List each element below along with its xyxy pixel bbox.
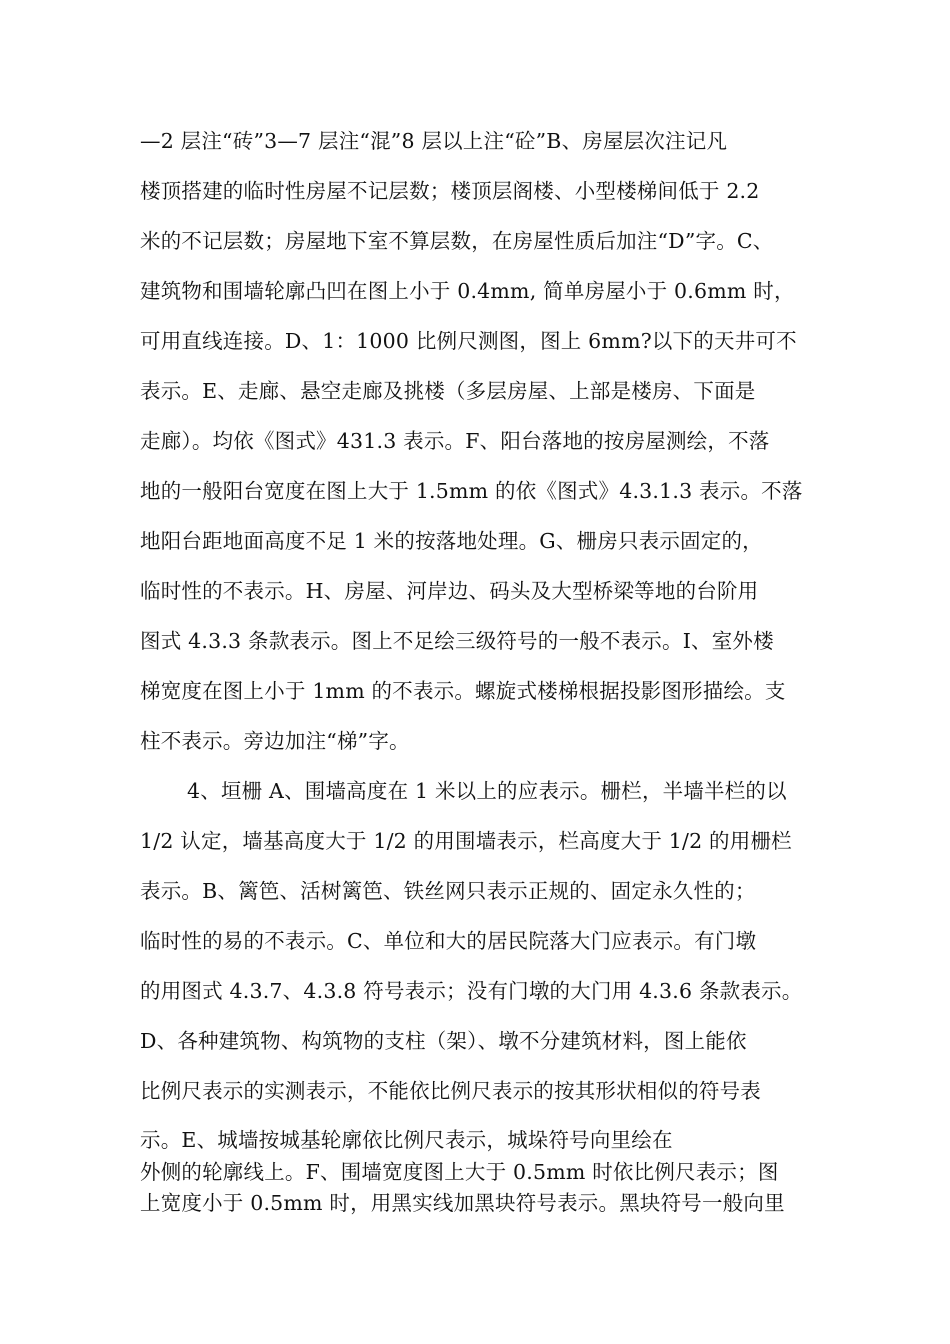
text-line: D、各种建筑物、构筑物的支柱（架）、墩不分建筑材料，图上能依 <box>140 1029 747 1053</box>
text-line: 楼顶搭建的临时性房屋不记层数；楼顶层阁楼、小型楼梯间低于 2.2 <box>140 179 760 203</box>
text-line: 地阳台距地面高度不足 1 米的按落地处理。G、栅房只表示固定的， <box>140 529 763 553</box>
text-line: 可用直线连接。D、1：1000 比例尺测图，图上 6mm?以下的天井可不 <box>140 329 797 353</box>
text-line: 柱不表示。旁边加注“梯”字。 <box>140 729 410 753</box>
text-line: —2 层注“砖”3—7 层注“混”8 层以上注“砼”B、房屋层次注记凡 <box>140 129 728 153</box>
text-line: 临时性的不表示。H、房屋、河岸边、码头及大型桥梁等地的台阶用 <box>140 579 759 603</box>
text-line: 比例尺表示的实测表示，不能依比例尺表示的按其形状相似的符号表 <box>140 1079 761 1103</box>
text-line: 示。E、城墙按城基轮廓依比例尺表示，城垛符号向里绘在 <box>140 1128 673 1152</box>
text-line: 米的不记层数；房屋地下室不算层数，在房屋性质后加注“D”字。C、 <box>140 229 774 253</box>
text-line: 临时性的易的不表示。C、单位和大的居民院落大门应表示。有门墩 <box>140 929 757 953</box>
text-line: 1/2 认定，墙基高度大于 1/2 的用围墙表示，栏高度大于 1/2 的用栅栏 <box>140 829 792 853</box>
text-line: 图式 4.3.3 条款表示。图上不足绘三级符号的一般不表示。I、室外楼 <box>140 629 774 653</box>
text-line: 上宽度小于 0.5mm 时，用黑实线加黑块符号表示。黑块符号一般向里 <box>140 1191 785 1215</box>
text-line: 建筑物和围墙轮廓凸凹在图上小于 0.4mm, 简单房屋小于 0.6mm 时， <box>140 279 795 303</box>
text-line: 外侧的轮廓线上。F、围墙宽度图上大于 0.5mm 时依比例尺表示；图 <box>140 1160 779 1184</box>
paragraph-start-line: 4、垣栅 A、围墙高度在 1 米以上的应表示。栅栏，半墙半栏的以 <box>187 779 787 803</box>
text-line: 的用图式 4.3.7、4.3.8 符号表示；没有门墩的大门用 4.3.6 条款表示。 <box>140 979 803 1003</box>
text-line: 地的一般阳台宽度在图上大于 1.5mm 的依《图式》4.3.1.3 表示。不落 <box>140 479 803 503</box>
text-line: 表示。B、篱笆、活树篱笆、铁丝网只表示正规的、固定永久性的； <box>140 879 756 903</box>
text-line: 梯宽度在图上小于 1mm 的不表示。螺旋式楼梯根据投影图形描绘。支 <box>140 679 786 703</box>
text-line: 走廊）。均依《图式》431.3 表示。F、阳台落地的按房屋测绘，不落 <box>140 429 770 453</box>
text-line: 表示。E、走廊、悬空走廊及挑楼（多层房屋、上部是楼房、下面是 <box>140 379 756 403</box>
